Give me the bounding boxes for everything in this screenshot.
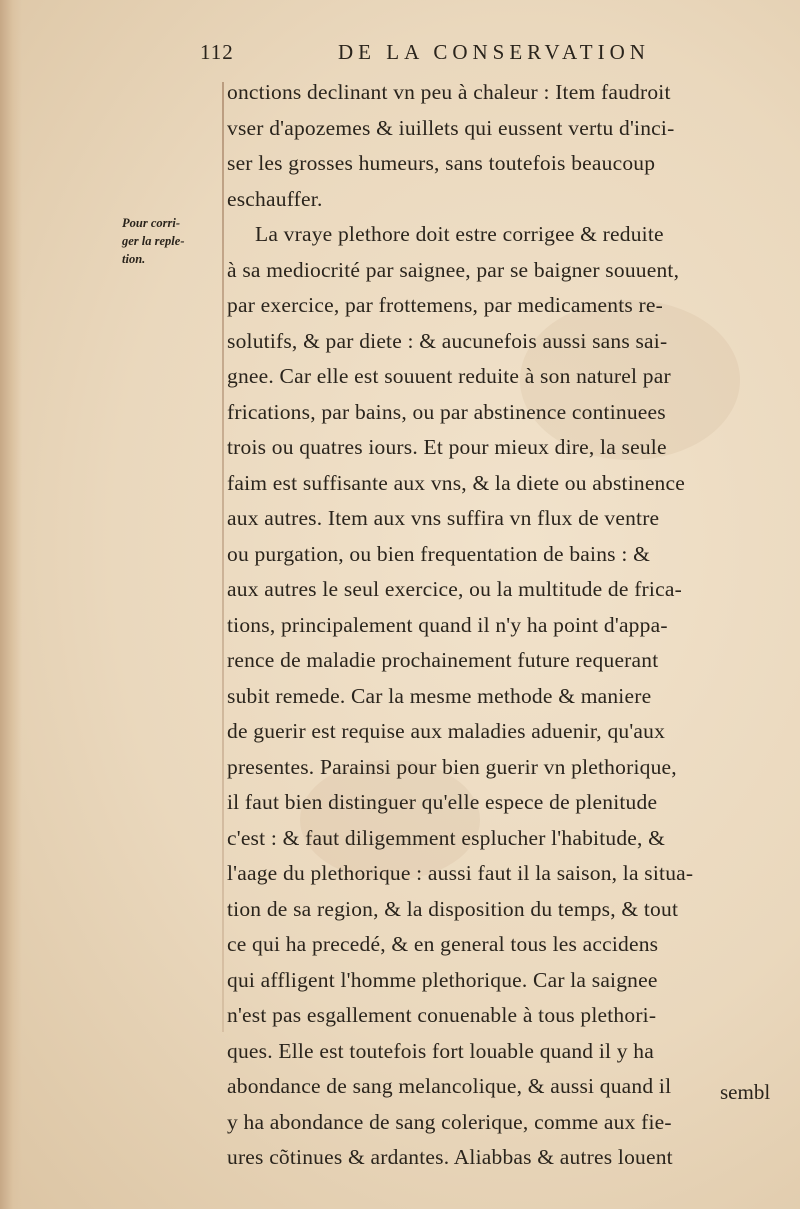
text-line: rence de maladie prochainement future requerant: [227, 648, 659, 672]
text-line: par exercice, par frottemens, par medicaments re-: [227, 293, 663, 317]
marginal-note-line: Pour corri-: [122, 216, 180, 230]
text-line: frications, par bains, ou par abstinence continuees: [227, 399, 666, 424]
text-line: ques. Elle est toutefois fort louable quand il y ha: [227, 1038, 654, 1063]
marginal-note-line: ger la reple-: [122, 234, 185, 248]
text-line: abondance de sang melancolique, & aussi quand il: [227, 1074, 672, 1098]
page-number: 112: [200, 40, 234, 64]
text-line: ser les grosses humeurs, sans toutefois beaucoup: [227, 151, 656, 175]
text-line: l'aage du plethorique : aussi faut il la saison, la situa-: [227, 861, 694, 885]
text-line: gnee. Car elle est souuent reduite à son naturel par: [227, 364, 671, 388]
text-line: il faut bien distinguer qu'elle espece de plenitude: [227, 790, 658, 814]
text-line: trois ou quatres iours. Et pour mieux dire, la seule: [227, 435, 667, 459]
text-line: ce qui ha precedé, & en general tous les accidens: [227, 932, 659, 956]
text-line: vser d'apozemes & iuillets qui eussent vertu d'inci-: [227, 115, 675, 140]
text-line: solutifs, & par diete : & aucunefois aussi sans sai-: [227, 328, 668, 353]
text-line: à sa mediocrité par saignee, par se baigner souuent,: [227, 257, 680, 282]
marginal-note-line: tion.: [122, 252, 146, 266]
text-line: y ha abondance de sang colerique, comme aux fie-: [227, 1109, 672, 1134]
running-head: DE LA CONSERVATION: [338, 40, 650, 64]
text-line: faim est suffisante aux vns, & la diete ou abstinence: [227, 470, 685, 495]
body-text: [227, 75, 795, 1176]
text-line: onctions declinant vn peu à chaleur : Item faudroit: [227, 80, 671, 104]
page-gutter-shadow: [0, 0, 22, 1209]
text-line: tions, principalement quand il n'y ha point d'appa-: [227, 612, 668, 637]
margin-rule: [222, 82, 224, 1032]
text-line: subit remede. Car la mesme methode & maniere: [227, 683, 652, 708]
marginal-note: [122, 214, 220, 268]
text-line: aux autres. Item aux vns suffira vn flux de ventre: [227, 506, 660, 530]
catchword: sembl: [720, 1080, 771, 1104]
text-line: aux autres le seul exercice, ou la multitude de frica-: [227, 577, 682, 601]
text-line: n'est pas esgallement conuenable à tous plethori-: [227, 1003, 657, 1027]
text-line: eschauffer.: [227, 186, 323, 211]
text-line: c'est : & faut diligemment esplucher l'habitude, &: [227, 825, 666, 850]
text-line: qui affligent l'homme plethorique. Car la saignee: [227, 967, 658, 992]
page-header: [0, 40, 800, 74]
text-line: ou purgation, ou bien frequentation de bains : &: [227, 541, 650, 566]
text-line: La vraye plethore doit estre corrigee & reduite: [255, 222, 664, 246]
text-line: de guerir est requise aux maladies aduenir, qu'aux: [227, 719, 666, 743]
text-line: tion de sa region, & la disposition du temps, & tout: [227, 896, 679, 921]
text-line: ures cõtinues & ardantes. Aliabbas & autres louent: [227, 1145, 673, 1169]
text-line: presentes. Parainsi pour bien guerir vn plethorique,: [227, 754, 677, 779]
